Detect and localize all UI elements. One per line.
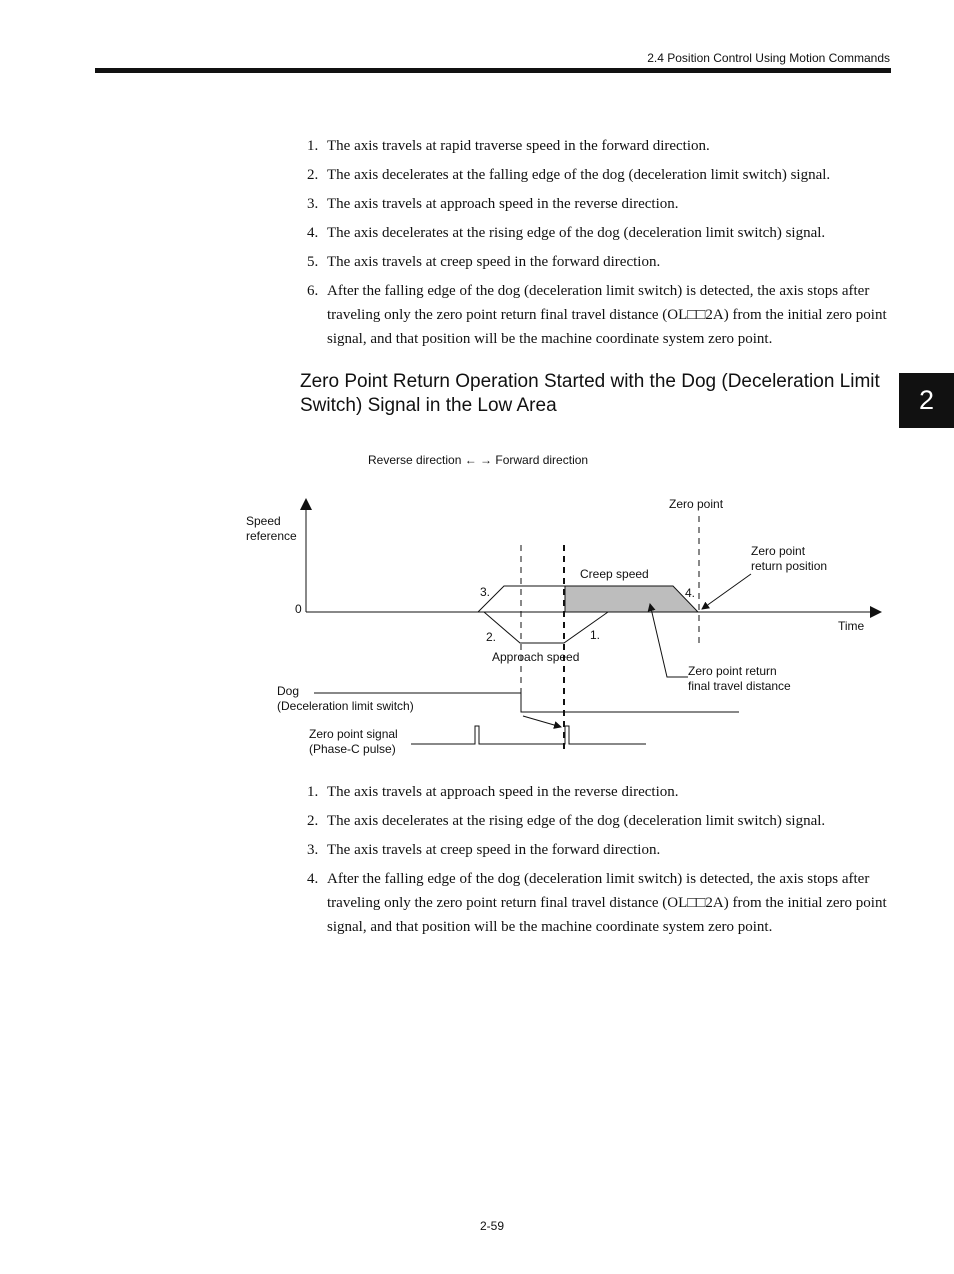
- list-text: The axis travels at creep speed in the forward direction.: [327, 254, 661, 270]
- return-position-label: return position: [751, 559, 828, 573]
- list-number: 5.: [307, 254, 319, 270]
- list-text: The axis travels at creep speed in the forward direction.: [327, 842, 661, 858]
- final-distance-label: final travel distance: [688, 679, 791, 693]
- list-number: 3.: [307, 196, 319, 212]
- zero-label: 0: [295, 602, 302, 616]
- list-number: 1.: [307, 138, 319, 154]
- list-item: [300, 867, 895, 939]
- page-number: 2-59: [479, 1219, 505, 1233]
- step-marker: 4.: [685, 586, 696, 600]
- list-number: 2.: [307, 813, 319, 829]
- list-item: [300, 192, 895, 216]
- list-item: [300, 221, 895, 245]
- creep-speed-label: Creep speed: [580, 567, 649, 581]
- list-text: After the falling edge of the dog (deceleration limit switch) is detected, the axis stops after traveling only the zero point return final travel distance (OL□□2A) from the initial zero point signal, and that position will be the machine coordinate system zero point.: [327, 871, 887, 935]
- list-number: 4.: [307, 225, 319, 241]
- list-item: [300, 163, 895, 187]
- list-item: [300, 250, 895, 274]
- header-rule: [95, 68, 891, 73]
- list-text: The axis decelerates at the rising edge of the dog (deceleration limit switch) signal.: [327, 813, 826, 829]
- step-list-1: [300, 134, 895, 356]
- zero-point-signal-label: (Phase-C pulse): [309, 742, 396, 756]
- list-number: 3.: [307, 842, 319, 858]
- final-distance-pointer: [650, 604, 688, 677]
- step-marker: 2.: [486, 630, 497, 644]
- zero-point-label: Zero point: [669, 497, 724, 511]
- final-travel-region: [565, 586, 698, 612]
- chapter-tab: 2: [899, 373, 954, 428]
- list-item: [300, 134, 895, 158]
- list-item: [300, 838, 895, 862]
- step-list-2: [300, 780, 895, 944]
- list-text: The axis travels at rapid traverse speed in the forward direction.: [327, 138, 710, 154]
- list-number: 2.: [307, 167, 319, 183]
- step-marker: 1.: [590, 628, 601, 642]
- speed-axis-arrow: [300, 498, 312, 510]
- dog-label: Dog: [277, 684, 300, 698]
- section-title: Zero Point Return Operation Started with the Dog (Deceleration Limit Switch) Signal in the Low Area: [300, 371, 880, 416]
- speed-reference-label: Speed: [246, 514, 281, 528]
- list-number: 4.: [307, 871, 319, 887]
- list-text: The axis travels at approach speed in the reverse direction.: [327, 196, 679, 212]
- final-distance-label: Zero point return: [688, 664, 777, 678]
- approach-speed-label: Approach speed: [492, 650, 580, 664]
- list-text: After the falling edge of the dog (deceleration limit switch) is detected, the axis stops after traveling only the zero point return final travel distance (OL□□2A) from the initial zero point signal, and that position will be the machine coordinate system zero point.: [327, 283, 887, 347]
- dog-label: (Deceleration limit switch): [277, 699, 414, 713]
- list-item: [300, 780, 895, 804]
- return-position-pointer: [702, 574, 751, 609]
- dog-to-pulse-arrow: [523, 716, 561, 727]
- phase-c-pulse-waveform: [411, 726, 646, 744]
- time-axis-arrow: [870, 606, 882, 618]
- zero-point-signal-label: Zero point signal: [309, 727, 398, 741]
- running-head: 2.4 Position Control Using Motion Commands: [647, 51, 890, 65]
- list-text: The axis travels at approach speed in the reverse direction.: [327, 784, 679, 800]
- list-item: [300, 279, 895, 351]
- list-number: 6.: [307, 283, 319, 299]
- time-label: Time: [838, 619, 865, 633]
- list-text: The axis decelerates at the falling edge of the dog (deceleration limit switch) signal.: [327, 167, 831, 183]
- speed-reference-label: reference: [246, 529, 297, 543]
- direction-label: Reverse direction ← → Forward direction: [368, 453, 589, 467]
- list-number: 1.: [307, 784, 319, 800]
- return-position-label: Zero point: [751, 544, 806, 558]
- zero-point-return-diagram: [230, 440, 900, 770]
- list-text: The axis decelerates at the rising edge of the dog (deceleration limit switch) signal.: [327, 225, 826, 241]
- list-item: [300, 809, 895, 833]
- step-marker: 3.: [480, 585, 491, 599]
